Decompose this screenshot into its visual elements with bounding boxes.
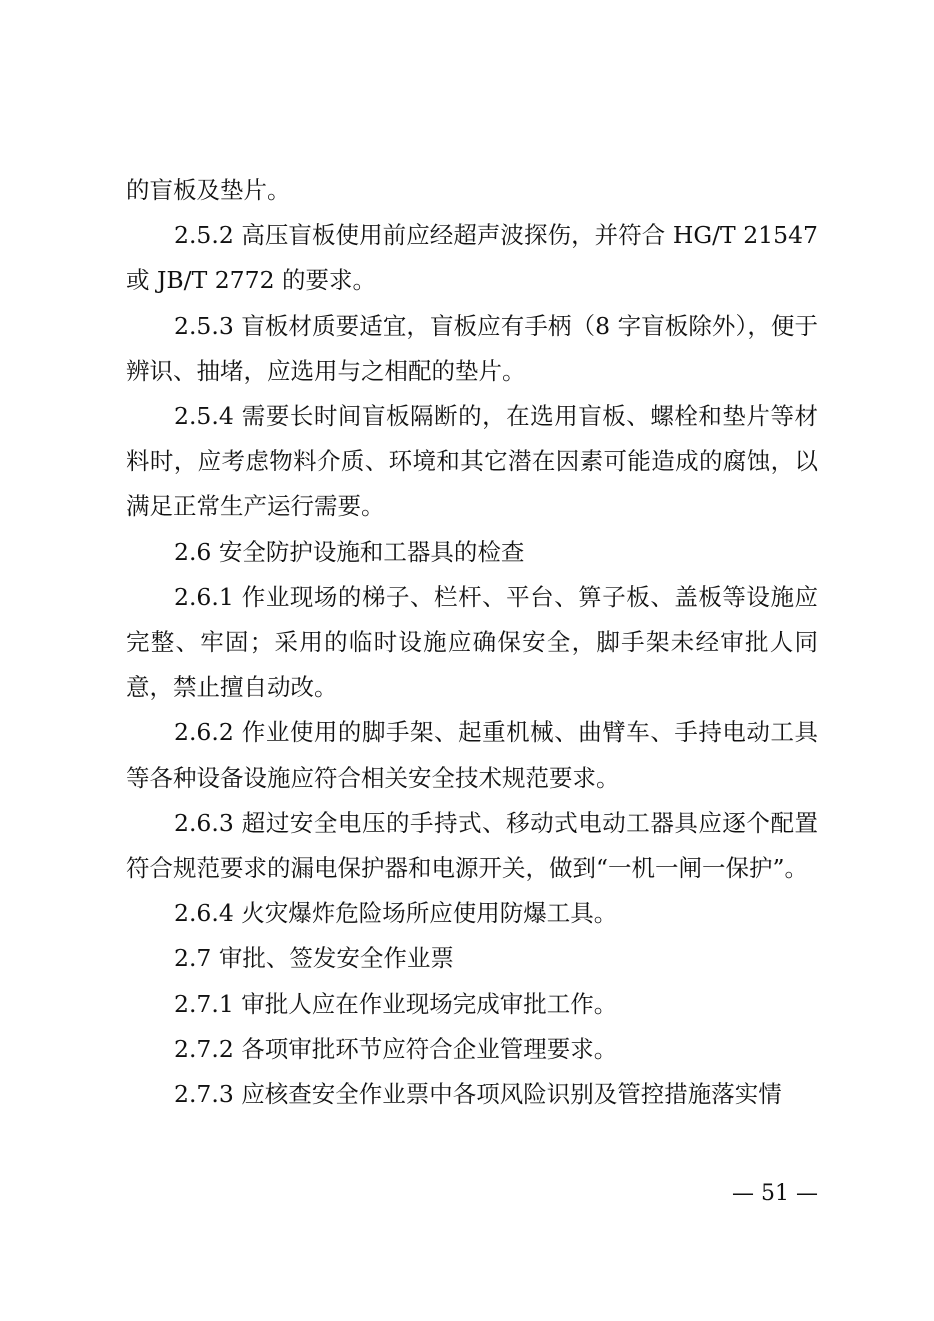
paragraph-2-6-1: 2.6.1 作业现场的梯子、栏杆、平台、箅子板、盖板等设施应完整、牢固；采用的临时设施应确保安全，脚手架未经审批人同意，禁止擅自动改。 [126, 582, 818, 702]
body-text [126, 168, 818, 1117]
paragraph-2-5-4: 2.5.4 需要长时间盲板隔断的，在选用盲板、螺栓和垫片等材料时，应考虑物料介质、环境和其它潜在因素可能造成的腐蚀，以满足正常生产运行需要。 [126, 402, 818, 521]
page-number: — 51 — [732, 1181, 818, 1206]
paragraph-2-7-3: 2.7.3 应核查安全作业票中各项风险识别及管控措施落实情 [174, 1080, 782, 1109]
section-heading-2-7: 2.7 审批、签发安全作业票 [174, 944, 454, 973]
paragraph-2-6-4: 2.6.4 火灾爆炸危险场所应使用防爆工具。 [174, 899, 618, 928]
paragraph-2-5-3: 2.5.3 盲板材质要适宜，盲板应有手柄（8 字盲板除外），便于辨识、抽堵，应选用与之相配的垫片。 [126, 311, 818, 385]
section-heading-2-6: 2.6 安全防护设施和工器具的检查 [174, 537, 525, 566]
paragraph-2-6-3: 2.6.3 超过安全电压的手持式、移动式电动工器具应逐个配置符合规范要求的漏电保护器和电源开关，做到“一机一闸一保护”。 [126, 808, 818, 883]
paragraph-2-7-2: 2.7.2 各项审批环节应符合企业管理要求。 [174, 1034, 618, 1063]
paragraph-2-6-2: 2.6.2 作业使用的脚手架、起重机械、曲臂车、手持电动工具等各种设备设施应符合相关安全技术规范要求。 [126, 718, 818, 792]
paragraph-continuation: 的盲板及垫片。 [126, 176, 291, 204]
paragraph-2-5-2: 2.5.2 高压盲板使用前应经超声波探伤，并符合 HG/T 21547 或 JB/T 2772 的要求。 [126, 221, 818, 295]
paragraph-2-7-1: 2.7.1 审批人应在作业现场完成审批工作。 [174, 989, 618, 1018]
